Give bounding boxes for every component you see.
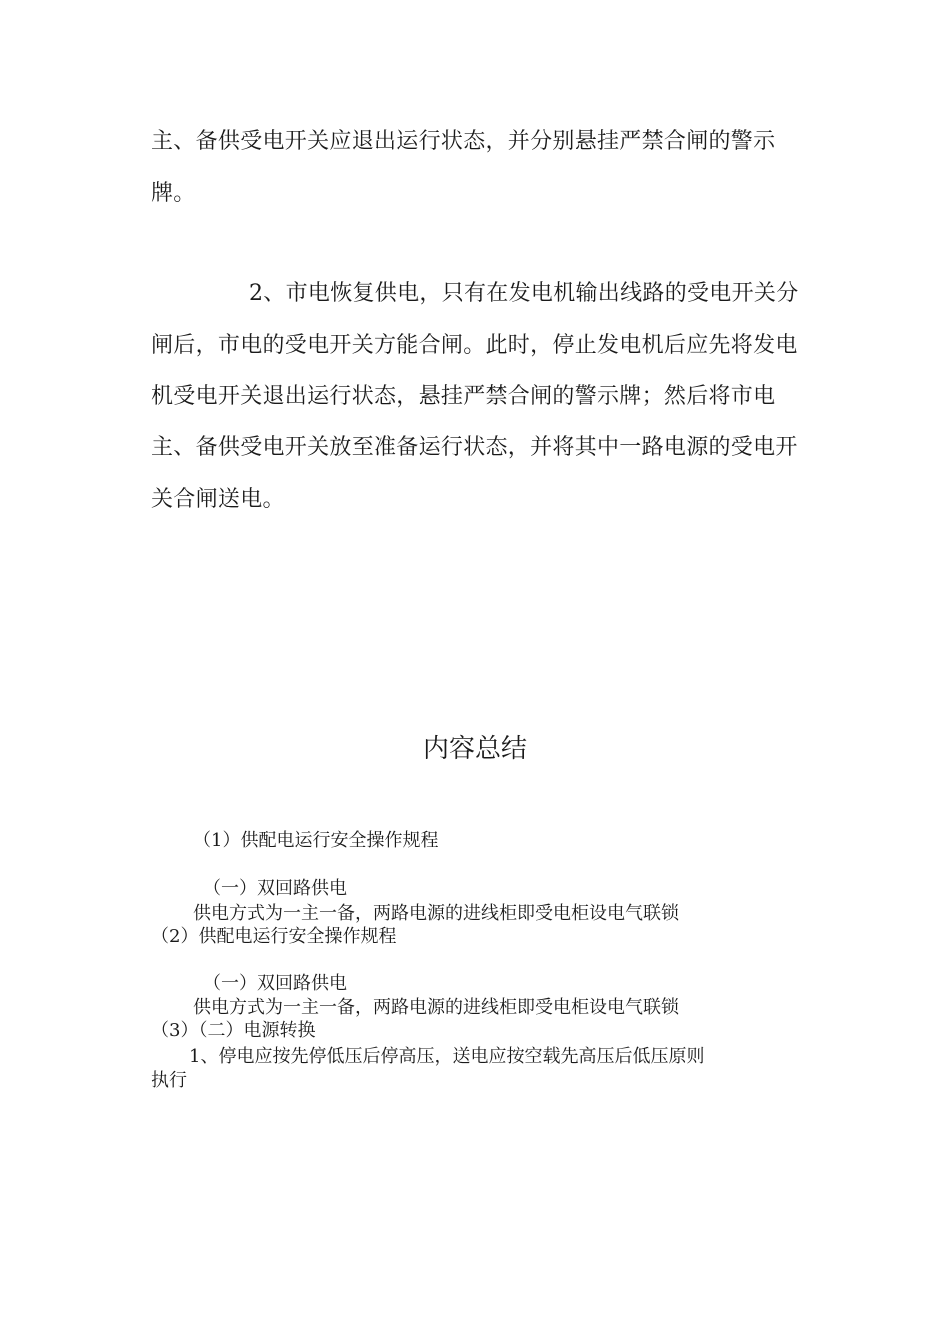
summary-item-2-subheading: （一）双回路供电 <box>203 973 347 994</box>
paragraph-1-line-2: 牌。 <box>151 181 196 206</box>
paragraph-2-line-3: 机受电开关退出运行状态，悬挂严禁合闸的警示牌；然后将市电 <box>151 384 776 409</box>
summary-item-1-heading: （1）供配电运行安全操作规程 <box>193 830 439 851</box>
paragraph-2-line-2: 闸后，市电的受电开关方能合闸。此时，停止发电机后应先将发电 <box>151 333 798 358</box>
paragraph-2-line-1: 2、市电恢复供电，只有在发电机输出线路的受电开关分 <box>249 281 799 306</box>
paragraph-2-line-5: 关合闸送电。 <box>151 487 285 512</box>
paragraph-1-line-1: 主、备供受电开关应退出运行状态，并分别悬挂严禁合闸的警示 <box>151 129 776 154</box>
summary-item-2-text: 供电方式为一主一备，两路电源的进线柜即受电柜设电气联锁 <box>193 997 679 1018</box>
summary-item-3-text-line-2: 执行 <box>151 1070 187 1091</box>
summary-item-1-text: 供电方式为一主一备，两路电源的进线柜即受电柜设电气联锁 <box>193 903 679 924</box>
summary-item-2-heading: （2）供配电运行安全操作规程 <box>151 926 397 947</box>
paragraph-2-line-4: 主、备供受电开关放至准备运行状态，并将其中一路电源的受电开 <box>151 435 798 460</box>
summary-title: 内容总结 <box>422 734 527 764</box>
summary-item-1-subheading: （一）双回路供电 <box>203 878 347 899</box>
summary-item-3-text-line-1: 1、停电应按先停低压后停高压，送电应按空载先高压后低压原则 <box>189 1046 705 1067</box>
summary-item-3-heading: （3）（二）电源转换 <box>151 1020 316 1041</box>
